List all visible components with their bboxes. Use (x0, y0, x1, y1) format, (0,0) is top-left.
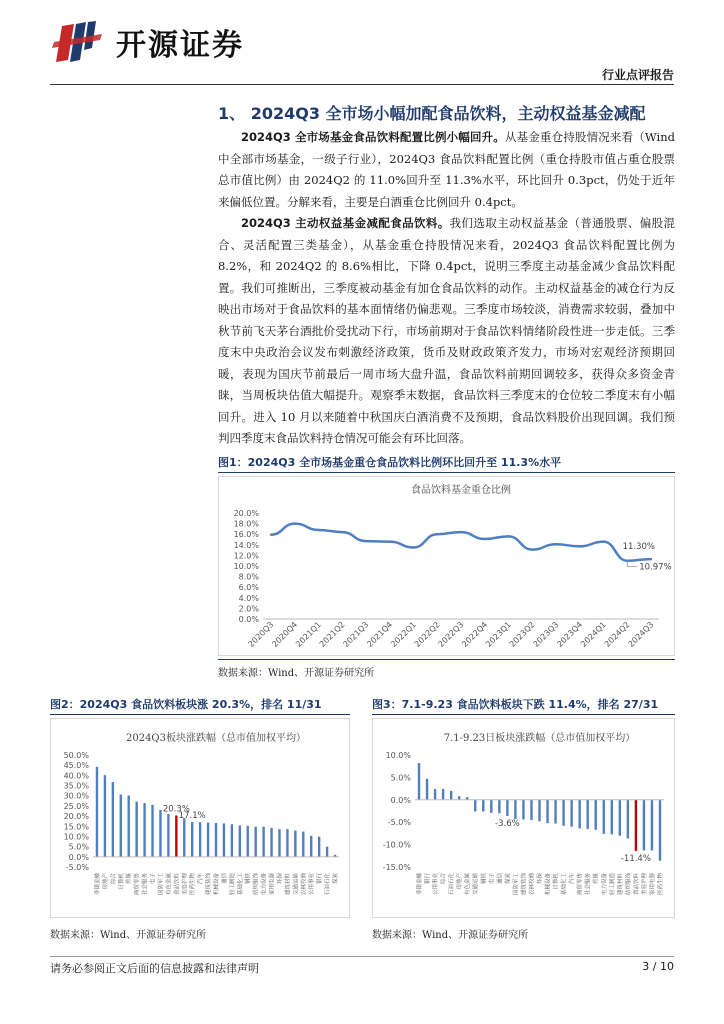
brand-logo (52, 20, 244, 64)
bar (434, 789, 436, 800)
x-tick-label: 2021Q2 (317, 620, 347, 649)
x-tick-label: 2023Q4 (555, 620, 585, 649)
data-label: 20.3% (162, 804, 190, 815)
category-label: 机械设备 (545, 873, 552, 896)
bar (643, 800, 645, 851)
bar (546, 800, 548, 823)
footer-disclaimer: 请务必参阅正文后面的信息披露和法律声明 (50, 962, 259, 975)
x-tick-label: 2023Q3 (531, 620, 561, 649)
category-label: 国防军工 (513, 873, 520, 896)
y-tick-label: 5.0% (390, 773, 411, 783)
y-tick-label: 25.0% (63, 801, 89, 811)
data-point (484, 538, 486, 540)
bar (530, 800, 532, 820)
bar (191, 822, 193, 857)
category-label: 电力设备 (261, 873, 268, 896)
category-label: 农林牧渔 (301, 873, 308, 896)
bar (627, 800, 629, 839)
figure-2-source: 数据来源：Wind、开源证券研究所 (50, 930, 207, 941)
category-label: 食品饮料 (633, 873, 640, 896)
bar-chart-q3 (51, 719, 349, 917)
data-point (270, 534, 272, 536)
category-label: 石油石化 (325, 873, 332, 896)
figure-3-source: 数据来源：Wind、开源证券研究所 (372, 930, 529, 941)
bar (286, 829, 288, 857)
category-label: 煤炭 (505, 873, 512, 885)
y-tick-label: 20.0% (233, 509, 259, 518)
category-label: 银行 (425, 873, 432, 885)
bar (442, 789, 444, 800)
data-point (555, 543, 557, 545)
data-label: 17.1% (178, 810, 206, 821)
bar (514, 800, 516, 819)
data-label: 11.30% (622, 542, 655, 553)
x-tick-label: 2022Q2 (412, 620, 442, 649)
category-label: 国防军工 (158, 873, 165, 896)
bar (450, 791, 452, 800)
x-tick-label: 2021Q1 (294, 620, 323, 649)
data-point (436, 533, 438, 535)
figure-2-rule (50, 714, 350, 715)
bar (294, 831, 296, 857)
bar (104, 775, 106, 857)
category-label: 医药生物 (190, 873, 197, 896)
category-label: 有色金属 (465, 873, 472, 896)
bar (270, 828, 272, 857)
category-label: 纺织服饰 (625, 873, 632, 896)
figure-2-box (50, 718, 350, 918)
y-tick-label: -5.0% (387, 818, 411, 828)
category-label: 食品饮料 (174, 873, 181, 896)
paragraph-1-body: 从基金重仓持股情况来看（Wind 中全部市场基金，一级子行业），2024Q3 食品饮料配置比例（重仓持股市值占重仓股票总市值比例）由 2024Q2 的 11.0%回升至 11.3%水平，环比回升 0.3pct，仍处于近年来偏低位置。分解来看，主要是白酒重仓比例回升 0.4pct。 (218, 130, 675, 209)
x-tick-label: 2023Q1 (484, 620, 513, 649)
bar (595, 800, 597, 830)
x-tick-label: 2022Q4 (460, 620, 490, 649)
data-label: 10.97% (639, 562, 672, 573)
category-label: 美容护理 (182, 873, 189, 896)
x-tick-label: 2021Q4 (365, 620, 395, 649)
category-label: 建筑装饰 (521, 873, 528, 896)
footer-divider (50, 956, 674, 957)
data-point (389, 540, 391, 542)
chart-title: 7.1-9.23日板块涨跌幅（总市值加权平均） (443, 733, 636, 744)
figure-1-box (218, 476, 675, 656)
bar (458, 796, 460, 800)
category-label: 汽车 (569, 873, 576, 885)
category-label: 建筑材料 (285, 873, 292, 896)
bar (482, 800, 484, 812)
data-label: -11.4% (620, 853, 651, 864)
data-point (602, 540, 604, 542)
category-label: 房地产 (457, 873, 464, 890)
bar (247, 826, 249, 857)
paragraph-2 (218, 213, 675, 450)
category-label: 医药生物 (657, 873, 664, 896)
category-label: 公用事业 (309, 873, 316, 896)
category-label: 社会服务 (142, 873, 149, 896)
category-label: 电子 (150, 873, 157, 885)
category-label: 煤炭 (333, 873, 340, 885)
data-point (507, 535, 509, 537)
y-tick-label: 12.0% (233, 551, 259, 561)
category-label: 家用电器 (649, 873, 656, 896)
category-label: 农林牧渔 (529, 873, 536, 896)
chart-1-title: 食品饮料基金重仓比例 (411, 485, 511, 496)
category-label: 轻工制造 (609, 873, 616, 896)
bar (215, 823, 217, 857)
y-tick-label: 0.0% (238, 615, 259, 624)
category-label: 汽车 (198, 873, 205, 885)
data-point (460, 531, 462, 533)
x-tick-label: 2021Q3 (341, 620, 371, 649)
data-point (412, 546, 414, 548)
category-label: 环保 (277, 873, 284, 885)
category-label: 银行 (317, 873, 324, 885)
bar (143, 803, 145, 857)
category-label: 计算机 (118, 873, 125, 890)
data-point (579, 545, 581, 547)
figure-1-rule (218, 472, 675, 473)
y-tick-label: 0.0% (68, 852, 89, 862)
data-label: -3.6% (495, 818, 520, 829)
figure-3-title: 图3：7.1-9.23 食品饮料板块下跌 11.4%，排名 27/31 (372, 698, 659, 711)
bar (135, 802, 137, 857)
paragraph-1-lead: 2024Q3 全市场基金食品饮料配置比例小幅回升。 (241, 130, 505, 144)
bar (586, 800, 588, 829)
data-point (650, 558, 652, 560)
category-label: 家用电器 (269, 873, 276, 896)
series-line (271, 524, 651, 561)
section-title: 1、 2024Q3 全市场小幅加配食品饮料，主动权益基金减配 (218, 104, 646, 123)
figure-3-box (372, 718, 675, 918)
category-label: 传媒 (593, 873, 600, 885)
y-tick-label: 2.0% (238, 604, 259, 614)
category-label: 电力设备 (601, 873, 608, 896)
bar (611, 800, 613, 834)
category-label: 建筑装饰 (206, 873, 213, 896)
x-tick-label: 2022Q1 (389, 620, 418, 649)
y-tick-label: 30.0% (63, 791, 89, 801)
category-label: 交通运输 (473, 873, 480, 896)
category-label: 房地产 (102, 873, 109, 890)
header-divider (50, 84, 674, 85)
category-label: 电子 (489, 873, 496, 885)
category-label: 通信 (497, 873, 504, 885)
x-tick-label: 2020Q3 (246, 620, 276, 649)
paragraph-2-lead: 2024Q3 主动权益基金减配食品饮料。 (241, 216, 450, 230)
bar (562, 800, 564, 826)
category-label: 建筑材料 (617, 873, 624, 896)
bar-chart-jul-sep (373, 719, 674, 917)
category-label: 非银金融 (417, 873, 424, 896)
category-label: 有色金属 (166, 873, 173, 896)
data-point (365, 540, 367, 542)
bar (254, 827, 256, 857)
y-tick-label: 10.0% (233, 562, 259, 571)
category-label: 计算机 (553, 873, 560, 890)
y-tick-label: 8.0% (238, 572, 259, 582)
bar (426, 779, 428, 800)
figure-1-source: 数据来源：Wind、开源证券研究所 (218, 668, 375, 679)
figure-1-bottom-rule (218, 659, 675, 660)
category-label: 钢铁 (481, 873, 488, 885)
bar (506, 800, 508, 816)
y-tick-label: 15.0% (63, 822, 89, 832)
category-label: 机械设备 (214, 873, 220, 896)
data-point (341, 531, 343, 533)
bar (231, 824, 233, 857)
x-tick-label: 2024Q2 (602, 620, 632, 649)
figure-2-title: 图2：2024Q3 食品饮料板块涨 20.3%，排名 11/31 (50, 698, 322, 711)
category-label: 商贸零售 (577, 873, 584, 896)
x-tick-label: 2023Q2 (507, 620, 537, 649)
brand-mark-icon (52, 20, 110, 64)
bar (128, 796, 130, 857)
category-label: 交通运输 (293, 873, 300, 896)
brand-name: 开源证券 (116, 28, 244, 63)
y-tick-label: 4.0% (238, 593, 259, 603)
figure-3-rule (372, 714, 675, 715)
y-tick-label: 0.0% (390, 795, 411, 805)
category-label: 传媒 (126, 873, 133, 885)
y-tick-label: 40.0% (63, 771, 89, 781)
bar (603, 800, 605, 834)
category-label: 环保 (537, 873, 544, 885)
bar (474, 800, 476, 812)
bar (635, 800, 637, 851)
y-tick-label: 10.0% (63, 832, 89, 842)
category-label: 社会服务 (585, 873, 592, 896)
x-tick-label: 2020Q4 (270, 620, 300, 649)
x-tick-label: 2022Q3 (436, 620, 466, 649)
category-label: 商贸零售 (134, 873, 141, 896)
bar (659, 800, 661, 861)
bar (310, 836, 312, 857)
bar (318, 837, 320, 857)
y-tick-label: 50.0% (63, 751, 89, 760)
bar (326, 847, 328, 857)
category-label: 石油石化 (449, 873, 456, 896)
data-point (294, 522, 296, 524)
bar (167, 814, 169, 857)
bar (498, 800, 500, 813)
bar (278, 829, 280, 857)
y-tick-label: 45.0% (63, 761, 89, 771)
bar (112, 782, 114, 857)
bar (418, 763, 420, 800)
bar (175, 815, 177, 856)
bar (554, 800, 556, 824)
category-label: 轻工制造 (229, 873, 236, 896)
bar (151, 805, 153, 857)
x-tick-label: 2024Q1 (579, 620, 608, 649)
bar (239, 825, 241, 856)
category-label: 美容护理 (641, 873, 648, 896)
category-label: 综合 (441, 873, 448, 885)
y-tick-label: -5.0% (65, 863, 89, 872)
category-label: 综合 (110, 873, 117, 885)
y-tick-label: -10.0% (382, 840, 411, 850)
data-point (531, 548, 533, 550)
category-label: 基础化工 (237, 873, 244, 896)
y-tick-label: 18.0% (233, 519, 259, 529)
bar (522, 800, 524, 820)
bar (490, 800, 492, 813)
paragraph-2-body: 我们选取主动权益基金（普通股票、偏股混合、灵活配置三类基金），从基金重仓持股情况来看，2024Q3 食品饮料配置比例为 8.2%，和 2024Q2 的 8.6%相比，下降 0.4pct，说明三季度主动基金减少食品饮料配置。我们可推断出，三季度被动基金有加仓食品饮料的动作。主动权益基金的减仓行为反映出市场对于食品饮料的基本面情绪仍偏悲观。三季度市场较淡，消费需求较弱，叠加中秋节前飞天茅台酒批价受扰动下行，市场前期对于食品饮料情绪阶段性进一步走低。三季度末中央政治会议发布刺激经济政策，货币及财政政策齐发力，市场对宏观经济预期回暖，表现为国庆节前最后一周市场大盘升温，食品饮料前期回调较多，获得众多资金青睐，当周板块估值大幅提升。观察季末数据，食品饮料三季度末的仓位较二季度末有小幅回升。进入 10 月以来随着中秋国庆白酒消费不及预期，食品饮料股价出现回调。我们预判四季度末食品饮料持仓情况可能会有环比回落。 (218, 216, 676, 445)
y-tick-label: 20.0% (63, 812, 89, 822)
y-tick-label: -15.0% (382, 863, 411, 872)
figure-1-title: 图1：2024Q3 全市场基金重仓食品饮料比例环比回升至 11.3%水平 (218, 456, 562, 469)
bar (120, 795, 122, 857)
bar (619, 800, 621, 836)
category-label: 公用事业 (433, 873, 440, 896)
y-tick-label: 14.0% (233, 540, 259, 550)
bar (183, 818, 185, 857)
bar (262, 827, 264, 857)
report-type: 行业点评报告 (601, 68, 674, 82)
bar (570, 800, 572, 827)
line-chart (219, 477, 674, 655)
y-tick-label: 35.0% (63, 781, 89, 791)
bar (159, 810, 161, 857)
page-number: 3 / 10 (642, 960, 674, 973)
data-point (317, 529, 319, 531)
y-tick-label: 6.0% (238, 583, 259, 593)
bar (207, 823, 209, 857)
y-tick-label: 16.0% (233, 530, 259, 540)
bar (199, 822, 201, 857)
bar (96, 767, 98, 857)
category-label: 通信 (221, 873, 228, 885)
category-label: 非银金融 (94, 873, 101, 896)
bar (302, 832, 304, 857)
bar (651, 800, 653, 851)
category-label: 基础化工 (561, 873, 568, 896)
category-label: 钢铁 (245, 873, 252, 885)
chart-title: 2024Q3板块涨跌幅（总市值加权平均） (125, 733, 307, 744)
bar (223, 823, 225, 856)
category-label: 纺织服饰 (253, 873, 260, 896)
bar (538, 800, 540, 822)
paragraph-1 (218, 127, 675, 213)
x-tick-label: 2024Q3 (626, 620, 656, 649)
y-tick-label: 10.0% (385, 751, 411, 760)
bar (578, 800, 580, 829)
y-tick-label: 5.0% (68, 842, 89, 852)
